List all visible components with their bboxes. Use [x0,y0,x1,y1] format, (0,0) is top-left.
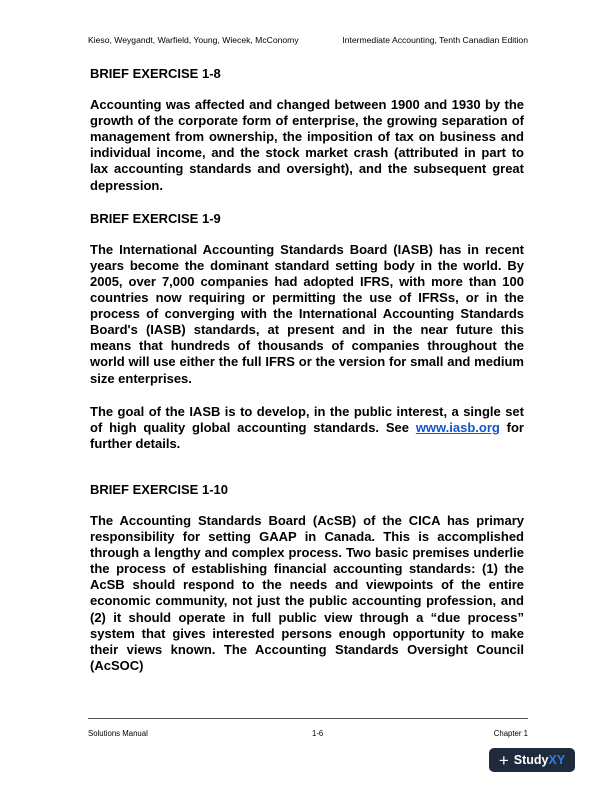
exercise-1-9-paragraph-1: The International Accounting Standards Board (IASB) has in recent years become the dominant standard setting body in the world. By 2005, over 7,000 companies had adopted IFRS, with more than 100 countries now requiring or permitting the use of IFRSs, or in the process of converging with the International Accounting Standards Board's (IASB) standards, at present and in the near future this means that hundreds of thousands of companies throughout the world will use either the full IFRS or the version for small and medium size enterprises. [90,241,524,386]
header-authors: Kieso, Weygandt, Warfield, Young, Wiecek, McConomy [88,35,299,45]
exercise-heading-1-9: BRIEF EXERCISE 1-9 [90,210,221,226]
footer-page-number: 1-6 [312,729,324,738]
badge-logo-text [514,753,565,767]
paragraph-text-before-link: The goal of the IASB is to develop, in the public interest, a single set of high quality global accounting standards. See [90,403,524,435]
exercise-1-10-paragraph: The Accounting Standards Board (AcSB) of the CICA has primary responsibility for setting GAAP in Canada. This is accomplished through a lengthy and complex process. Two basic premises underlie the process of establishing financial accounting standards: (1) the AcSB should respond to the needs and viewpoints of the entire economic community, not just the public accounting profession, and (2) it should operate in full public view through a “due process” system that gives interested persons enough opportunity to make their views known. The Accounting Standards Oversight Council (AcSOC) [90,512,524,673]
page-header [88,35,528,45]
badge-xy-text: XY [548,753,566,767]
page-content [90,66,524,674]
iasb-link[interactable]: www.iasb.org [415,419,500,435]
plus-icon: + [498,750,509,770]
footer-chapter-label: Chapter 1 [493,729,528,738]
studyxy-badge[interactable] [489,748,575,772]
exercise-1-8-paragraph: Accounting was affected and changed between 1900 and 1930 by the growth of the corporate form of enterprise, the growing separation of management from ownership, the imposition of tax on business and individual income, and the stock market crash (attributed in part to lax accounting standards and oversight), and the subsequent great depression. [90,97,524,193]
paragraph-text-after-link: for further details. [90,419,524,451]
footer-divider [88,718,528,719]
exercise-heading-1-8: BRIEF EXERCISE 1-8 [90,66,221,81]
footer-manual-label: Solutions Manual [88,729,148,738]
badge-study-text: Study [513,753,549,767]
exercise-1-9-paragraph-2 [90,404,524,452]
header-book-title: Intermediate Accounting, Tenth Canadian Edition [342,35,528,45]
exercise-heading-1-10: BRIEF EXERCISE 1-10 [90,481,228,497]
